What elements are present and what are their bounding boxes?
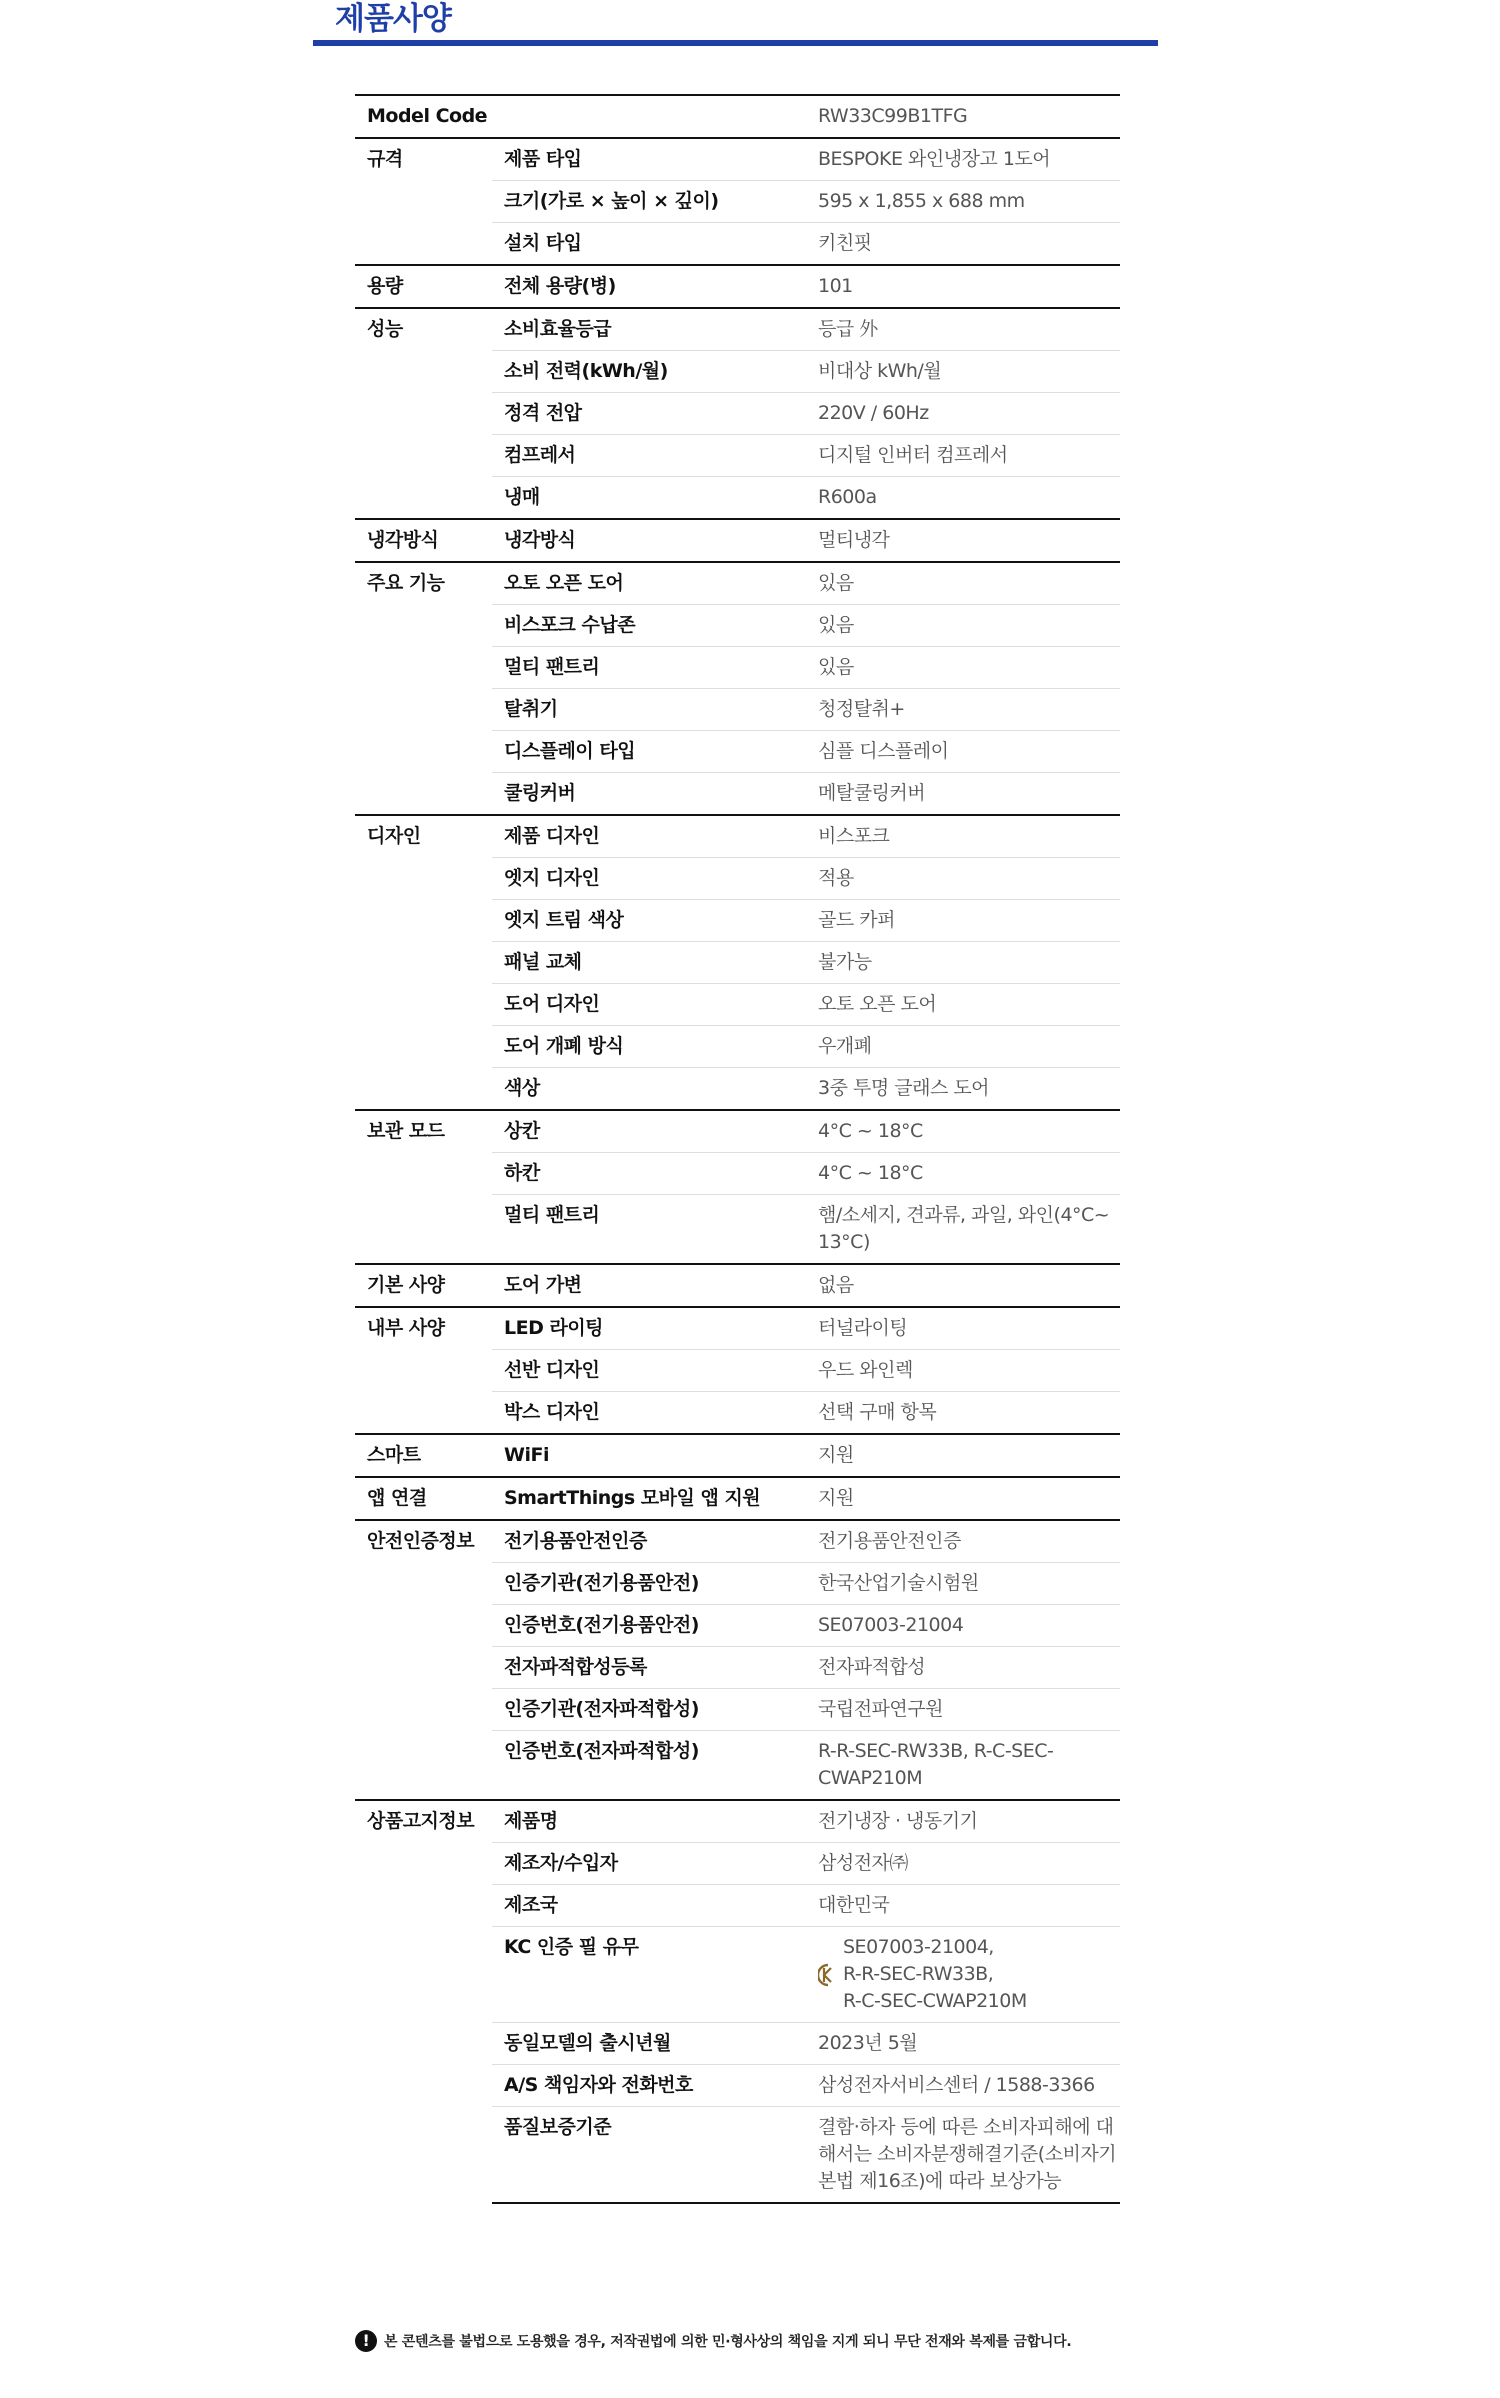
spec-label: 냉매 — [492, 477, 806, 520]
spec-label: 전체 용량(병) — [492, 265, 806, 308]
spec-value: 멀티냉각 — [806, 519, 1120, 562]
spec-label: 인증번호(전기용품안전) — [492, 1605, 806, 1647]
spec-label: 소비 전력(kWh/월) — [492, 351, 806, 393]
spec-label: LED 라이팅 — [492, 1307, 806, 1350]
spec-category: 내부 사양 — [355, 1307, 492, 1434]
spec-label: 엣지 디자인 — [492, 858, 806, 900]
spec-row — [355, 265, 1120, 308]
spec-value: 심플 디스플레이 — [806, 731, 1120, 773]
spec-label: 탈취기 — [492, 689, 806, 731]
spec-label: 제품 디자인 — [492, 815, 806, 858]
spec-value: 101 — [806, 265, 1120, 308]
spec-label: KC 인증 필 유무 — [492, 1927, 806, 2023]
spec-label: 인증기관(전자파적합성) — [492, 1689, 806, 1731]
spec-label: 상칸 — [492, 1110, 806, 1153]
spec-value — [806, 1927, 1120, 2023]
spec-value: 있음 — [806, 605, 1120, 647]
spec-label: 하칸 — [492, 1153, 806, 1195]
spec-category: 디자인 — [355, 815, 492, 1110]
spec-label: 소비효율등급 — [492, 308, 806, 351]
spec-row — [355, 1800, 1120, 1843]
spec-label: 품질보증기준 — [492, 2107, 806, 2204]
spec-label: 오토 오픈 도어 — [492, 562, 806, 605]
page-header — [313, 0, 1158, 46]
spec-label: 제품명 — [492, 1800, 806, 1843]
spec-value: 4°C ~ 18°C — [806, 1110, 1120, 1153]
spec-value: 595 x 1,855 x 688 mm — [806, 181, 1120, 223]
spec-value: 적용 — [806, 858, 1120, 900]
spec-table — [355, 94, 1120, 2204]
spec-value: 결함·하자 등에 따른 소비자피해에 대해서는 소비자분쟁해결기준(소비자기본법 제16조)에 따라 보상가능 — [806, 2107, 1120, 2204]
spec-label: 도어 디자인 — [492, 984, 806, 1026]
page-title: 제품사양 — [335, 1, 451, 37]
footer-notice — [355, 2330, 1120, 2352]
spec-value: 삼성전자㈜ — [806, 1843, 1120, 1885]
spec-value: 지원 — [806, 1434, 1120, 1477]
spec-label: 제품 타입 — [492, 138, 806, 181]
exclamation-circle-icon: ! — [355, 2330, 377, 2352]
spec-value: 있음 — [806, 562, 1120, 605]
spec-label: 인증기관(전기용품안전) — [492, 1563, 806, 1605]
title-underline — [313, 40, 1158, 46]
spec-category: 용량 — [355, 265, 492, 308]
spec-value: 2023년 5월 — [806, 2023, 1120, 2065]
spec-row — [355, 1477, 1120, 1520]
spec-label: 박스 디자인 — [492, 1392, 806, 1435]
spec-label: 도어 개폐 방식 — [492, 1026, 806, 1068]
spec-value: 선택 구매 항목 — [806, 1392, 1120, 1435]
spec-label: 동일모델의 출시년월 — [492, 2023, 806, 2065]
spec-value: 있음 — [806, 647, 1120, 689]
spec-label: SmartThings 모바일 앱 지원 — [492, 1477, 806, 1520]
spec-row — [355, 1434, 1120, 1477]
spec-value: 4°C ~ 18°C — [806, 1153, 1120, 1195]
spec-value: 220V / 60Hz — [806, 393, 1120, 435]
spec-category: 성능 — [355, 308, 492, 519]
spec-label: 크기(가로 × 높이 × 깊이) — [492, 181, 806, 223]
spec-value: 디지털 인버터 컴프레서 — [806, 435, 1120, 477]
spec-value: 지원 — [806, 1477, 1120, 1520]
spec-row — [355, 308, 1120, 351]
spec-value: SE07003-21004 — [806, 1605, 1120, 1647]
kc-certification-mark-icon — [818, 1962, 838, 1988]
spec-label: 쿨링커버 — [492, 773, 806, 816]
spec-row — [355, 1110, 1120, 1153]
spec-row — [355, 519, 1120, 562]
spec-value: 국립전파연구원 — [806, 1689, 1120, 1731]
spec-category: 상품고지정보 — [355, 1800, 492, 2203]
spec-value: 한국산업기술시험원 — [806, 1563, 1120, 1605]
spec-row — [355, 1264, 1120, 1307]
spec-value: 우개폐 — [806, 1026, 1120, 1068]
spec-label: A/S 책임자와 전화번호 — [492, 2065, 806, 2107]
spec-label: WiFi — [492, 1434, 806, 1477]
spec-row — [355, 1307, 1120, 1350]
spec-label: 정격 전압 — [492, 393, 806, 435]
spec-category: Model Code — [355, 95, 492, 138]
spec-label: 패널 교체 — [492, 942, 806, 984]
spec-row — [355, 95, 1120, 138]
spec-value: RW33C99B1TFG — [806, 95, 1120, 138]
spec-value: 전자파적합성 — [806, 1647, 1120, 1689]
spec-label: 선반 디자인 — [492, 1350, 806, 1392]
spec-label: 전기용품안전인증 — [492, 1520, 806, 1563]
spec-row — [355, 562, 1120, 605]
spec-value: 전기용품안전인증 — [806, 1520, 1120, 1563]
spec-label: 컴프레서 — [492, 435, 806, 477]
spec-value: R-R-SEC-RW33B, R-C-SEC-CWAP210M — [806, 1731, 1120, 1801]
kc-info — [818, 1934, 1120, 2015]
spec-row — [355, 1520, 1120, 1563]
spec-value: 청정탈취+ — [806, 689, 1120, 731]
kc-number-line: R-C-SEC-CWAP210M — [843, 1990, 1027, 2012]
spec-label: 인증번호(전자파적합성) — [492, 1731, 806, 1801]
spec-category: 스마트 — [355, 1434, 492, 1477]
spec-value: 대한민국 — [806, 1885, 1120, 1927]
spec-label: 색상 — [492, 1068, 806, 1111]
spec-label: 제조국 — [492, 1885, 806, 1927]
spec-value: 골드 카퍼 — [806, 900, 1120, 942]
spec-value: 비대상 kWh/월 — [806, 351, 1120, 393]
spec-category: 기본 사양 — [355, 1264, 492, 1307]
spec-label: 디스플레이 타입 — [492, 731, 806, 773]
spec-label: 냉각방식 — [492, 519, 806, 562]
spec-label: 제조자/수입자 — [492, 1843, 806, 1885]
spec-category: 안전인증정보 — [355, 1520, 492, 1800]
spec-value: 등급 外 — [806, 308, 1120, 351]
kc-number-line: R-R-SEC-RW33B, — [843, 1963, 994, 1985]
spec-value: 우드 와인렉 — [806, 1350, 1120, 1392]
spec-label: 엣지 트림 색상 — [492, 900, 806, 942]
spec-label: 도어 가변 — [492, 1264, 806, 1307]
spec-value: BESPOKE 와인냉장고 1도어 — [806, 138, 1120, 181]
spec-value: 불가능 — [806, 942, 1120, 984]
spec-value: 터널라이팅 — [806, 1307, 1120, 1350]
spec-category: 규격 — [355, 138, 492, 265]
spec-value: 비스포크 — [806, 815, 1120, 858]
spec-value: R600a — [806, 477, 1120, 520]
spec-label: 멀티 팬트리 — [492, 1195, 806, 1265]
spec-category: 보관 모드 — [355, 1110, 492, 1264]
spec-label: 전자파적합성등록 — [492, 1647, 806, 1689]
kc-number-line: SE07003-21004, — [843, 1936, 994, 1958]
spec-value: 없음 — [806, 1264, 1120, 1307]
spec-label: 멀티 팬트리 — [492, 647, 806, 689]
spec-category: 주요 기능 — [355, 562, 492, 815]
spec-label — [492, 95, 806, 138]
kc-numbers — [843, 1934, 1027, 2015]
spec-value: 메탈쿨링커버 — [806, 773, 1120, 816]
spec-category: 냉각방식 — [355, 519, 492, 562]
spec-row — [355, 815, 1120, 858]
footer-notice-text: 본 콘텐츠를 불법으로 도용했을 경우, 저작권법에 의한 민·형사상의 책임을 지게 되니 무단 전재와 복제를 금합니다. — [384, 2334, 1072, 2350]
spec-label: 설치 타입 — [492, 223, 806, 266]
spec-value: 오토 오픈 도어 — [806, 984, 1120, 1026]
spec-value: 키친핏 — [806, 223, 1120, 266]
spec-row — [355, 138, 1120, 181]
spec-value: 3중 투명 글래스 도어 — [806, 1068, 1120, 1111]
spec-category: 앱 연결 — [355, 1477, 492, 1520]
spec-value: 햄/소세지, 견과류, 과일, 와인(4°C~ 13°C) — [806, 1195, 1120, 1265]
spec-value: 삼성전자서비스센터 / 1588-3366 — [806, 2065, 1120, 2107]
spec-value: 전기냉장 · 냉동기기 — [806, 1800, 1120, 1843]
spec-label: 비스포크 수납존 — [492, 605, 806, 647]
